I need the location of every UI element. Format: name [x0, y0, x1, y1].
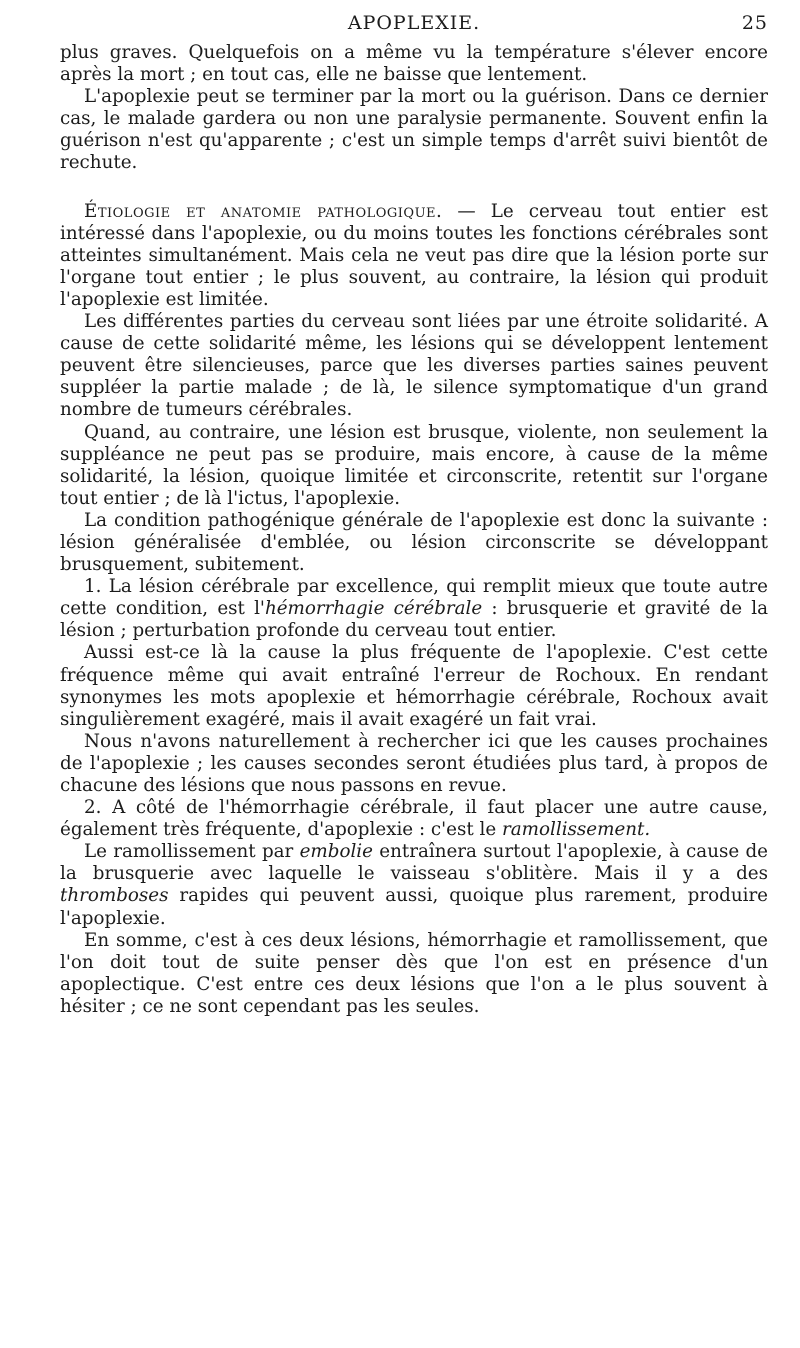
- paragraph: Aussi est-ce là la cause la plus fréquente de l'apoplexie. C'est cette fréquence même qui avait entraîné l'erreur de Rochoux. En rendant synonymes les mots apoplexie et hémorrhagie cérébrale, Rochoux avait singulièrement exagéré, mais il avait exagéré un fait vrai.: [60, 642, 768, 730]
- paragraph: La condition pathogénique générale de l'apoplexie est donc la suivante : lésion généralisée d'emblée, ou lésion circonscrite se développant brusquement, subitement.: [60, 509, 768, 576]
- running-title: APOPLEXIE.: [347, 12, 481, 34]
- paragraph: L'apoplexie peut se terminer par la mort ou la guérison. Dans ce dernier cas, le malade gardera ou non une paralysie permanente. Souvent enfin la guérison n'est qu'apparente ; c'est un simple temps d'arrêt suivi bientôt de rechute.: [60, 86, 768, 174]
- paragraph: 1. La lésion cérébrale par excellence, qui remplit mieux que toute autre cette condition, est l'hémorrhagie cérébrale : brusquerie et gravité de la lésion ; perturbation profonde du cerveau tout entier.: [60, 576, 769, 642]
- paragraph: 2. A côté de l'hémorrhagie cérébrale, il faut placer une autre cause, également très fréquente, d'apoplexie : c'est le ramollissement.: [60, 797, 768, 841]
- paragraph: plus graves. Quelquefois on a même vu la température s'élever encore après la mort ; en tout cas, elle ne baisse que lentement.: [60, 42, 768, 86]
- paragraph: En somme, c'est à ces deux lésions, hémorrhagie et ramollissement, que l'on doit tout de suite penser dès que l'on est en présence d'un apoplectique. C'est entre ces deux lésions que l'on a le plus souvent à hésiter ; ce ne sont cependant pas les seules.: [60, 929, 768, 1017]
- paragraph: Les différentes parties du cerveau sont liées par une étroite solidarité. A cause de cette solidarité même, les lésions qui se développent lentement peuvent être silencieuses, parce que les diverses parties saines peuvent suppléer la partie malade ; de là, le silence symptomatique d'un grand nombre de tumeurs cérébrales.: [60, 311, 768, 421]
- paragraph: Quand, au contraire, une lésion est brusque, violente, non seulement la suppléance ne peut pas se produire, mais encore, à cause de la même solidarité, la lésion, quoique limitée et circonscrite, retentit sur l'organe tout entier ; de là l'ictus, l'apoplexie.: [60, 421, 768, 509]
- section-heading: Étiologie et anatomie pathologique.: [84, 200, 443, 222]
- italic-term: ramollissement.: [502, 819, 651, 841]
- italic-term: hémorrhagie cérébrale: [264, 598, 483, 620]
- section-paragraph: Étiologie et anatomie pathologique. — Le cerveau tout entier est intéressé dans l'apoplexie, ou du moins toutes les fonctions cérébrales sont atteintes simultanément. Mais cela ne veut pas dire que la lésion porte sur l'organe tout entier ; le plus souvent, au contraire, la lésion qui produit l'apoplexie est limitée.: [60, 200, 768, 310]
- page-body: [60, 42, 768, 1018]
- running-header: [60, 12, 768, 40]
- paragraph: Nous n'avons naturellement à rechercher ici que les causes prochaines de l'apoplexie ; les causes secondes seront étudiées plus tard, à propos de chacune des lésions que nous passons en revue.: [60, 730, 768, 796]
- italic-term: embolie: [299, 841, 373, 863]
- italic-term: thromboses: [60, 885, 169, 907]
- paragraph: Le ramollissement par embolie entraînera surtout l'apoplexie, à cause de la brusquerie avec laquelle le vaisseau s'oblitère. Mais il y a des thromboses rapides qui peuvent aussi, quoique plus rarement, produire l'apoplexie.: [60, 841, 768, 929]
- page-number: 25: [741, 12, 768, 34]
